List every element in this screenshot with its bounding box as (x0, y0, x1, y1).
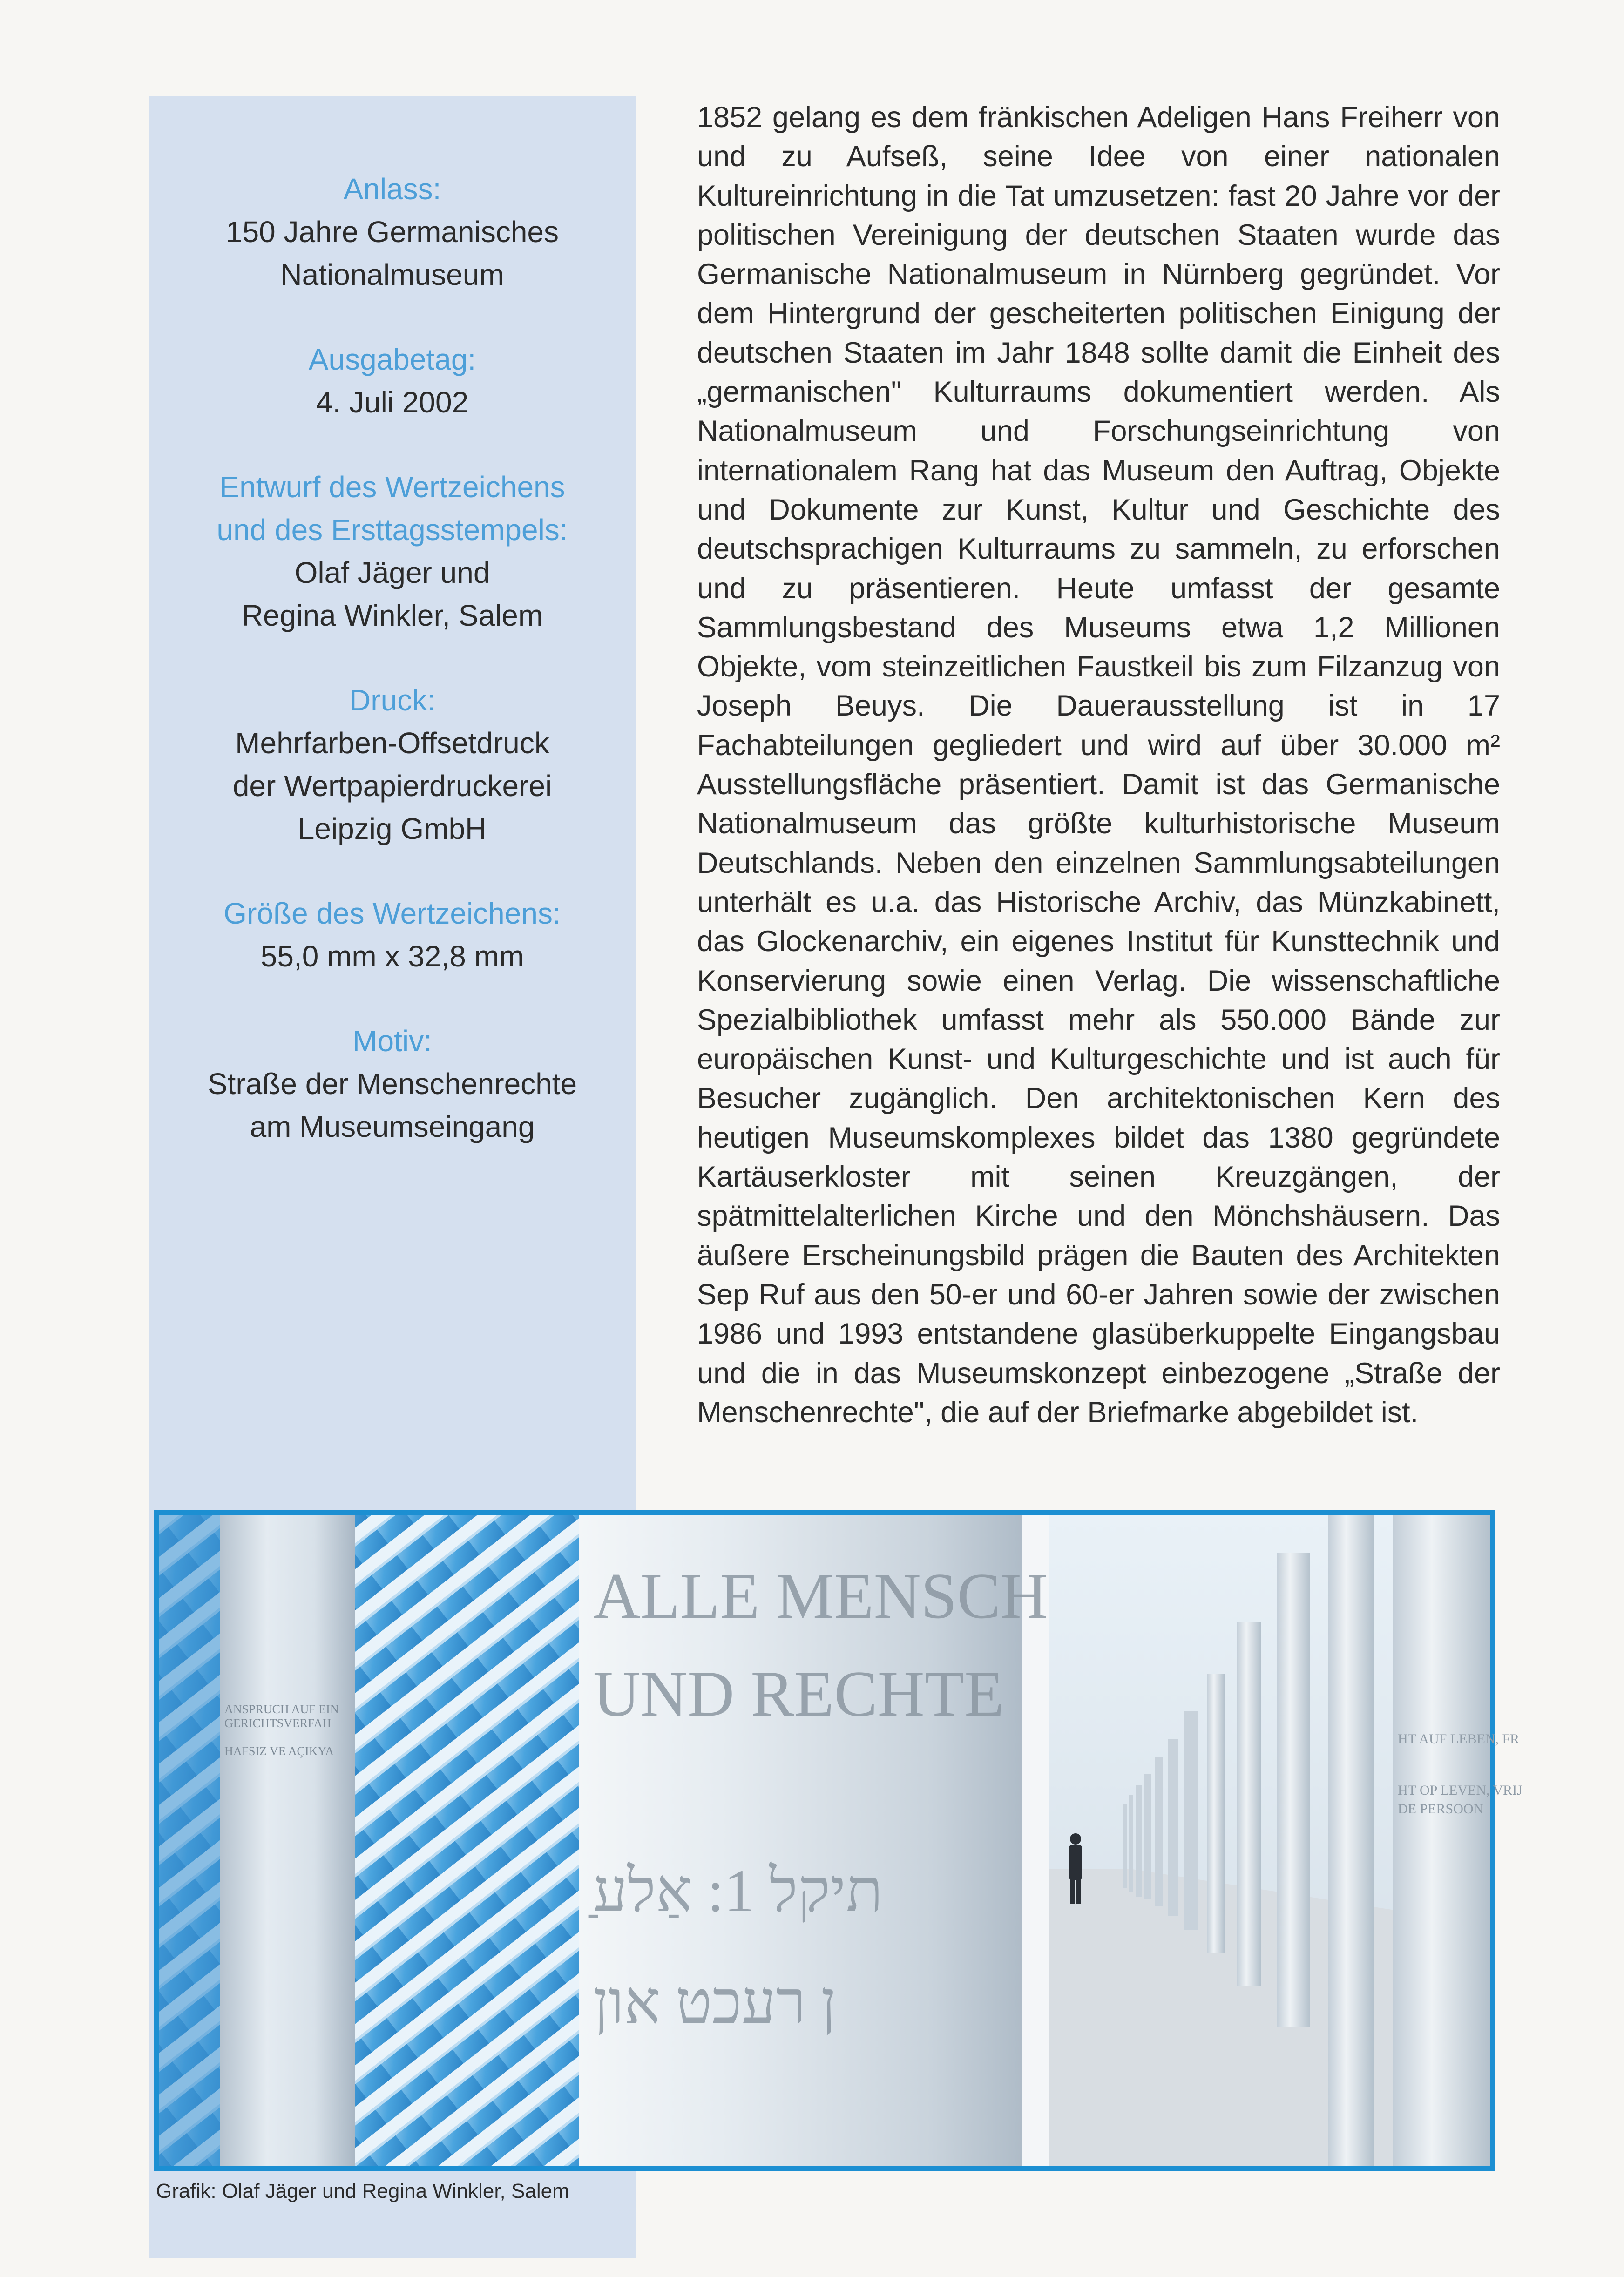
info-label: Entwurf des Wertzeichens und des Ersttagsstempels: (217, 470, 568, 547)
info-value: Olaf Jäger und Regina Winkler, Salem (241, 556, 543, 632)
info-value: 150 Jahre Germanisches Nationalmuseum (225, 215, 559, 291)
column-inscription: HT OP LEVEN, VRIJ (1398, 1783, 1522, 1798)
glass-facade-image (159, 1515, 579, 2166)
museum-history-text: 1852 gelang es dem fränkischen Adeligen Hans Freiherr von und zu Aufseß, seine Idee von einer nationalen Kultureinrichtung in die Tat umzusetzen: fast 20 Jahre vor der politischen Vereinigung der deutschen Staaten wurde das Germanische Nationalmuseum in Nürnberg gegründet. Vor dem Hintergrund der gescheiterten politischen Einigung der deutschen Staaten im Jahr 1848 sollte damit die Einheit des „germanischen" Kulturraums dokumentiert werden. Als Nationalmuseum und Forschungseinrichtung von internationalem Rang hat das Museum den Auftrag, Objekte und Dokumente zur Kunst, Kultur und Geschichte des deutschsprachigen Kulturraums zu sammeln, zu erforschen und zu präsentieren. Heute umfasst der gesamte Sammlungsbestand des Museums etwa 1,2 Millionen Objekte, vom steinzeitlichen Faustkeil bis zum Filzanzug von Joseph Beuys. Die Dauerausstellung ist in 17 Fachabteilungen gegliedert und wird auf über 30.000 m² Ausstellungsfläche präsentiert. Damit ist das Germanische Nationalmuseum das größte kulturhistorische Museum Deutschlands. Neben den einzelnen Sammlungsabteilungen unterhält es u.a. das Historische Archiv, das Münzkabinett, das Glockenarchiv, ein eigenes Institut für Kunsttechnik und Konservierung sowie einen Verlag. Die wissenschaftliche Spezialbibliothek umfasst mehr als 550.000 Bände zur europäischen Kunst- und Kulturgeschichte und ist auch für Besucher zugänglich. Den architektonischen Kern des heutigen Museumskomplexes bildet das 1380 gegründete Kartäuserkloster mit seinen Kreuzgängen, der spätmittelalterlichen Kirche und den Mönchshäusern. Das äußere Erscheinungsbild prägen die Bauten des Architekten Sep Ruf aus den 50-er und 60-er Jahren sowie der zwischen 1986 und 1993 entstandene glasüberkuppelte Eingangsbau und die in das Museumskonzept einbezogene „Straße der Menschenrechte", die auf der Briefmarke abgebildet ist. (697, 101, 1500, 1429)
column-inscription: DE PERSOON (1398, 1801, 1484, 1817)
column-inscription: ANSPRUCH AUF EIN (224, 1703, 339, 1716)
column-inscription: HAFSIZ VE AÇIKYA (224, 1744, 334, 1758)
info-label: Größe des Wertzeichens: (223, 897, 561, 930)
info-issue-date (149, 338, 636, 424)
info-design (149, 466, 636, 637)
info-value: 55,0 mm x 32,8 mm (260, 939, 524, 973)
photo-colonnade (1049, 1515, 1522, 2166)
info-value: Mehrfarben-Offsetdruck der Wertpapierdruckerei Leipzig GmbH (232, 726, 552, 845)
inscription-line: ן רעכט און (593, 1969, 837, 2036)
info-print (149, 679, 636, 850)
colonnade-image (1049, 1515, 1522, 2166)
photo-collage-frame (154, 1510, 1522, 2171)
photo-inscribed-column (579, 1515, 1049, 2166)
info-occasion (149, 168, 636, 296)
info-label: Ausgabetag: (308, 343, 476, 376)
photo-glass-facade (159, 1515, 579, 2166)
info-value: 4. Juli 2002 (316, 385, 469, 419)
info-label: Anlass: (343, 172, 441, 206)
inscription-line: ALLE MENSCH (593, 1560, 1048, 1632)
inscription-line: UND RECHTE (593, 1658, 1004, 1730)
info-label: Motiv: (352, 1024, 432, 1058)
photo-collage (159, 1515, 1522, 2166)
info-label: Druck: (349, 683, 435, 717)
info-motif (149, 1020, 636, 1148)
column-inscription: GERICHTSVERFAH (224, 1716, 332, 1730)
inscription-line: ַתיקל 1: אַלע (593, 1858, 883, 1925)
info-size (149, 892, 636, 978)
column-inscription: HT AUF LEBEN, FR (1398, 1731, 1520, 1747)
info-value: Straße der Menschenrechte am Museumseingang (207, 1067, 577, 1143)
inscribed-column-image (579, 1515, 1049, 2166)
stamp-info-list (149, 168, 636, 1190)
photo-caption: Grafik: Olaf Jäger und Regina Winkler, Salem (156, 2180, 569, 2203)
